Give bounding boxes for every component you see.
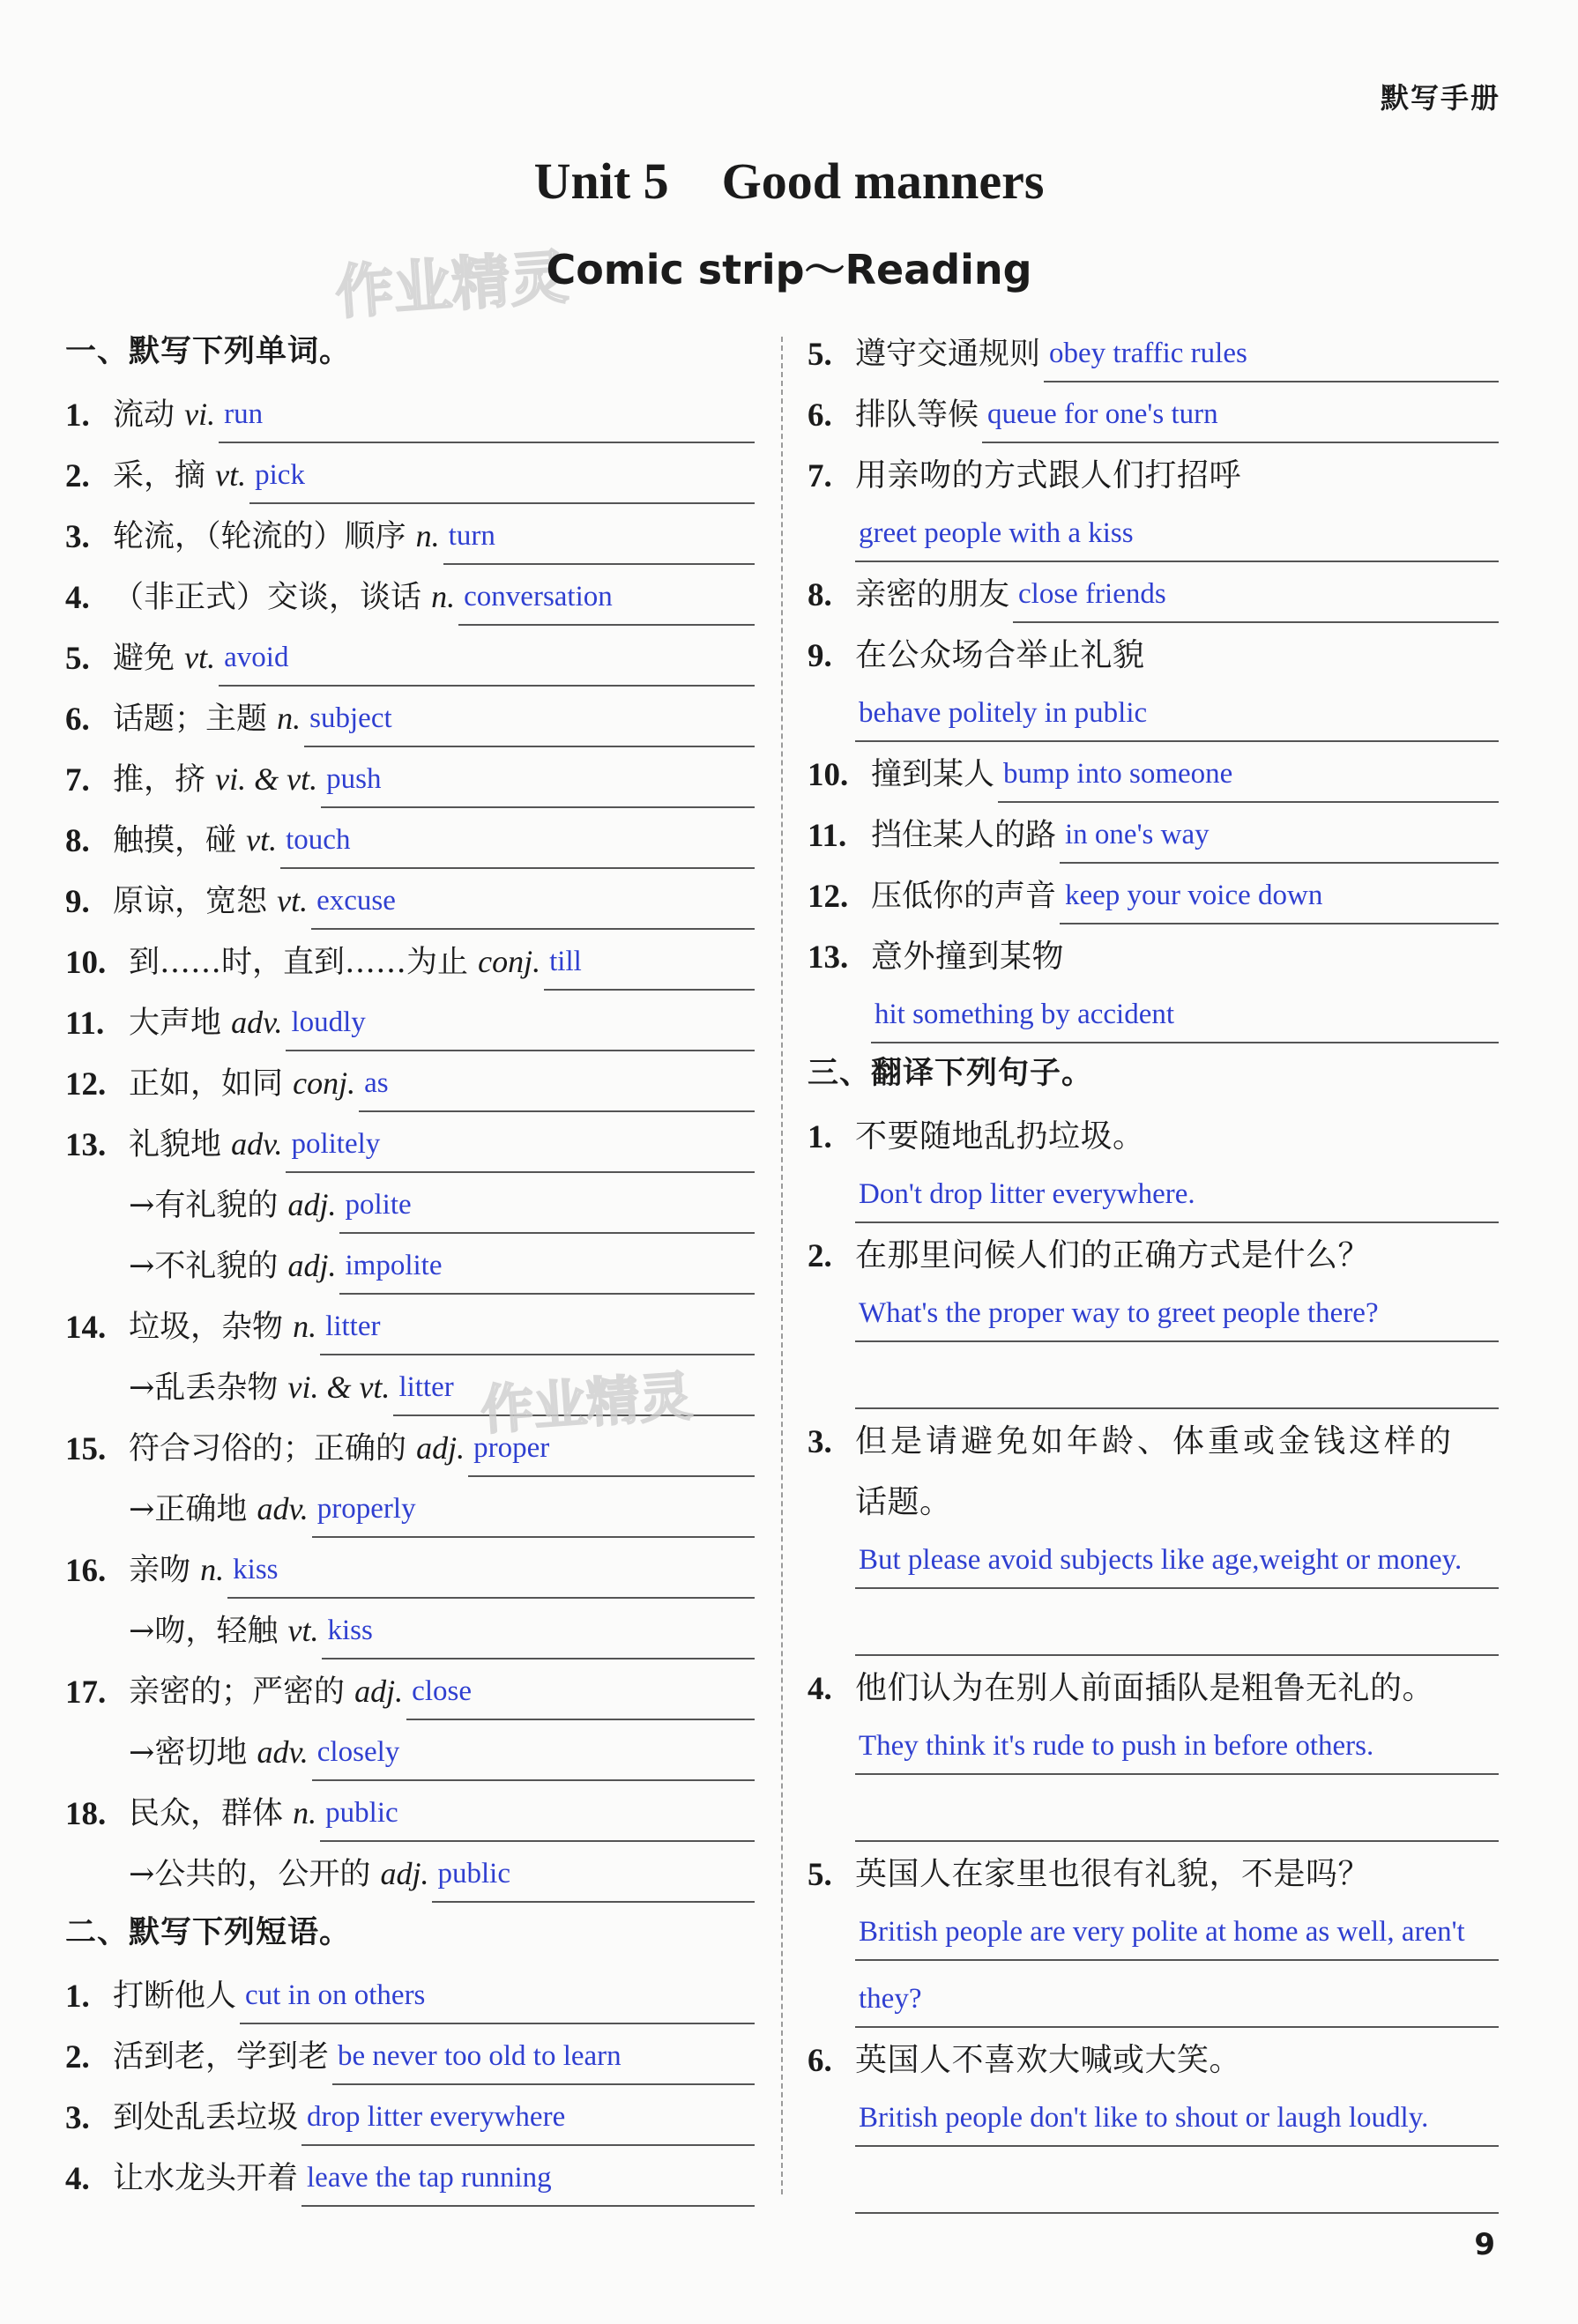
item-prompt	[129, 1303, 316, 1355]
item-number: 6.	[808, 397, 832, 434]
phrase-item	[808, 382, 1499, 443]
item-chinese: 英国人不喜欢大喊或大笑。	[855, 2042, 1242, 2078]
answer-text: run	[224, 398, 264, 430]
answer-blank[interactable]	[359, 1058, 755, 1112]
item-number: 12.	[65, 1066, 107, 1103]
item-number: 5.	[808, 337, 832, 373]
answer-text: impolite	[345, 1250, 443, 1281]
answer-text: close friends	[1018, 578, 1166, 610]
item-prompt	[129, 1850, 428, 1903]
item-prompt	[129, 1242, 336, 1295]
phrase-item	[65, 2024, 755, 2085]
item-chinese: 话题。	[855, 1484, 952, 1520]
item-prompt	[129, 1059, 355, 1112]
item-number: 7.	[808, 458, 832, 494]
word-list	[65, 382, 755, 1903]
item-prompt	[129, 1607, 318, 1659]
watermark: 作业精灵	[333, 242, 570, 328]
item-prompt	[113, 390, 215, 443]
item-number: 1.	[65, 397, 90, 434]
page-number: 9	[1474, 2227, 1495, 2262]
answer-text: public	[325, 1797, 398, 1829]
item-chinese: 到处乱丢垃圾	[113, 2100, 299, 2135]
answer-blank[interactable]	[320, 1787, 755, 1842]
item-number: 4.	[65, 580, 90, 616]
section-title-phrases: 二、默写下列短语。	[65, 1915, 352, 1950]
part-of-speech: adv.	[257, 1734, 309, 1770]
answer-text: avoid	[224, 642, 289, 673]
answer-text: But please avoid subjects like age,weight or money.	[859, 1544, 1463, 1576]
answer-text: conversation	[464, 581, 613, 613]
answer-blank[interactable]	[855, 1531, 1499, 1589]
part-of-speech: adj.	[354, 1674, 404, 1709]
word-item	[65, 1477, 755, 1538]
answer-blank[interactable]	[311, 875, 755, 930]
answer-text: leave the tap running	[307, 2162, 552, 2194]
answer-blank[interactable]	[855, 1717, 1499, 1775]
item-chinese: 采，摘	[113, 458, 206, 494]
answer-blank-extra[interactable]	[855, 1342, 1499, 1409]
item-prompt	[129, 1667, 403, 1720]
item-number: 3.	[65, 2100, 90, 2136]
item-chinese: （非正式）交谈，谈话	[113, 580, 422, 615]
answer-text: touch	[286, 824, 351, 856]
answer-blank[interactable]	[286, 1118, 755, 1173]
item-number: 6.	[65, 702, 90, 738]
phrase-item	[808, 443, 1499, 504]
answer-blank[interactable]	[280, 814, 755, 869]
word-item	[65, 1842, 755, 1903]
item-prompt	[113, 634, 215, 687]
word-item	[65, 1234, 755, 1295]
item-chinese: 让水龙头开着	[113, 2161, 299, 2196]
word-item	[65, 1112, 755, 1173]
word-item	[65, 626, 755, 687]
answer-blank[interactable]	[855, 2089, 1499, 2147]
item-prompt	[129, 999, 282, 1051]
answer-text: proper	[473, 1432, 550, 1464]
item-number: 2.	[65, 2039, 90, 2075]
item-number: 15.	[65, 1431, 107, 1467]
item-chinese: 压低你的声音	[871, 879, 1057, 914]
answer-blank[interactable]	[301, 2152, 755, 2207]
answer-text: be never too old to learn	[338, 2040, 622, 2072]
word-item	[65, 687, 755, 747]
item-number: 12.	[808, 879, 849, 915]
item-prompt	[129, 1789, 316, 1842]
part-of-speech: adj.	[287, 1248, 337, 1283]
part-of-speech: n.	[200, 1552, 225, 1587]
part-of-speech: vt.	[277, 883, 309, 918]
answer-text: behave politely in public	[859, 697, 1148, 729]
answer-blank[interactable]	[304, 693, 755, 747]
answer-blank[interactable]	[312, 1726, 755, 1781]
item-prompt	[113, 573, 455, 626]
item-chinese: →乱丢杂物	[129, 1370, 279, 1406]
answer-text: pick	[255, 459, 305, 491]
item-prompt	[129, 1728, 309, 1781]
item-chinese: 在公众场合举止礼貌	[855, 637, 1145, 673]
item-chinese: 用亲吻的方式跟人们打招呼	[855, 457, 1242, 494]
part-of-speech: adj.	[416, 1430, 465, 1466]
item-chinese: →吻，轻触	[129, 1614, 279, 1649]
item-chinese: 触摸，碰	[113, 823, 237, 858]
item-chinese: 话题；主题	[113, 702, 268, 737]
answer-blank[interactable]	[286, 997, 755, 1051]
phrase-item	[808, 742, 1499, 803]
answer-blank[interactable]	[855, 1284, 1499, 1342]
answer-text: British people don't like to shout or laugh loudly.	[859, 2102, 1429, 2134]
answer-blank[interactable]	[855, 1961, 1499, 2028]
item-number: 1.	[65, 1979, 90, 2015]
answer-text: cut in on others	[245, 1979, 426, 2011]
item-prompt	[129, 938, 540, 991]
answer-text: kiss	[233, 1554, 279, 1585]
answer-text: loudly	[291, 1006, 366, 1038]
answer-text: excuse	[316, 885, 396, 917]
word-item	[65, 1720, 755, 1781]
section-title-sentences: 三、翻译下列句子。	[808, 1056, 1094, 1091]
answer-text: drop litter everywhere	[307, 2101, 566, 2133]
answer-blank[interactable]	[982, 389, 1499, 443]
item-number: 3.	[808, 1424, 832, 1460]
answer-blank[interactable]	[320, 1301, 755, 1355]
item-chinese: 流动	[113, 397, 175, 433]
item-number: 10.	[808, 757, 849, 793]
item-chinese: 亲密的朋友	[855, 577, 1010, 613]
answer-text: push	[326, 763, 382, 795]
item-chinese: 轮流，（轮流的）顺序	[113, 519, 406, 554]
part-of-speech: vt.	[246, 822, 278, 858]
answer-blank[interactable]	[406, 1666, 755, 1720]
part-of-speech: adj.	[380, 1856, 429, 1891]
answer-text: till	[549, 946, 582, 977]
answer-blank[interactable]	[1013, 568, 1499, 623]
answer-blank[interactable]	[1044, 328, 1499, 382]
word-item	[65, 1599, 755, 1659]
answer-text: public	[437, 1858, 510, 1890]
item-prompt	[113, 755, 317, 808]
answer-text: bump into someone	[1003, 758, 1233, 790]
phrase-list-right	[808, 322, 1499, 1043]
word-item	[65, 930, 755, 991]
item-chinese: →正确地	[129, 1492, 248, 1527]
phrase-item	[808, 924, 1499, 985]
part-of-speech: vt.	[287, 1613, 319, 1648]
answer-blank[interactable]	[219, 632, 755, 687]
item-chinese: 亲吻	[129, 1553, 191, 1588]
answer-text: greet people with a kiss	[859, 517, 1134, 549]
answer-blank[interactable]	[322, 1605, 755, 1659]
item-chinese: 原谅，宽恕	[113, 884, 268, 919]
item-chinese: 打断他人	[113, 1979, 237, 2014]
item-number: 13.	[808, 939, 849, 976]
part-of-speech: conj.	[293, 1065, 356, 1101]
item-chinese: 挡住某人的路	[871, 818, 1057, 853]
part-of-speech: adv.	[231, 1005, 283, 1040]
item-number: 9.	[65, 884, 90, 920]
word-item	[65, 808, 755, 869]
item-number: 14.	[65, 1310, 107, 1346]
sentence-item	[808, 1656, 1499, 1717]
answer-text: subject	[309, 702, 392, 734]
part-of-speech: adj.	[287, 1187, 337, 1222]
sentence-item	[808, 1842, 1499, 1903]
item-chinese: 英国人在家里也很有礼貌，不是吗？	[855, 1856, 1371, 1892]
answer-blank[interactable]	[443, 510, 755, 565]
item-number: 9.	[808, 638, 832, 674]
answer-blank[interactable]	[227, 1544, 755, 1599]
item-number: 4.	[65, 2161, 90, 2197]
phrase-item	[65, 1964, 755, 2024]
answer-text: politely	[291, 1128, 381, 1160]
answer-blank[interactable]	[432, 1848, 755, 1903]
part-of-speech: n.	[293, 1795, 317, 1830]
item-chinese: 但是请避免如年龄、体重或金钱这样的	[855, 1423, 1455, 1459]
item-number: 13.	[65, 1127, 107, 1163]
item-chinese: →有礼貌的	[129, 1188, 279, 1223]
part-of-speech: vi.	[184, 397, 216, 432]
word-item	[65, 1781, 755, 1842]
word-item	[65, 747, 755, 808]
item-chinese: →密切地	[129, 1735, 248, 1771]
sentence-item	[808, 1223, 1499, 1284]
answer-text: queue for one's turn	[987, 398, 1218, 430]
item-number: 8.	[808, 577, 832, 613]
part-of-speech: n.	[415, 518, 440, 553]
phrase-item	[65, 2146, 755, 2207]
word-item	[65, 869, 755, 930]
item-number: 5.	[65, 641, 90, 677]
item-number: 7.	[65, 762, 90, 798]
answer-text: as	[364, 1067, 389, 1099]
answer-blank[interactable]	[339, 1179, 755, 1234]
item-chinese: 正如，如同	[129, 1066, 284, 1102]
item-chinese: 符合习俗的；正确的	[129, 1431, 407, 1466]
part-of-speech: vi. & vt.	[287, 1370, 391, 1405]
answer-blank[interactable]	[544, 936, 755, 991]
item-number: 11.	[65, 1006, 105, 1042]
word-item	[65, 1295, 755, 1355]
item-number: 6.	[808, 2043, 832, 2079]
word-item	[65, 1173, 755, 1234]
item-chinese: 遵守交通规则	[855, 337, 1041, 372]
answer-text: hit something by accident	[875, 999, 1175, 1030]
item-number: 8.	[65, 823, 90, 859]
item-chinese: 他们认为在别人前面插队是粗鲁无礼的。	[855, 1670, 1435, 1706]
answer-blank-extra[interactable]	[855, 2147, 1499, 2214]
answer-text: in one's way	[1065, 819, 1210, 850]
item-prompt	[129, 1181, 336, 1234]
answer-blank-extra[interactable]	[855, 1775, 1499, 1842]
item-chinese: 礼貌地	[129, 1127, 222, 1162]
answer-blank[interactable]	[871, 985, 1499, 1043]
answer-text: They think it's rude to push in before others.	[859, 1730, 1374, 1762]
answer-text: What's the proper way to greet people there?	[859, 1297, 1379, 1329]
item-prompt	[129, 1424, 465, 1477]
answer-text: Don't drop litter everywhere.	[859, 1178, 1195, 1210]
item-chinese: 不要随地乱扔垃圾。	[855, 1118, 1145, 1155]
column-divider	[781, 337, 783, 2194]
item-chinese: 亲密的；严密的	[129, 1674, 346, 1710]
answer-text: British people are very polite at home as well, aren't	[859, 1916, 1465, 1948]
answer-blank-extra[interactable]	[855, 1589, 1499, 1656]
unit-name: Good manners	[721, 152, 1045, 210]
answer-text: closely	[316, 1736, 400, 1768]
right-column	[808, 322, 1499, 2214]
sentence-item	[808, 1104, 1499, 1165]
section-title-words: 一、默写下列单词。	[65, 334, 352, 369]
part-of-speech: n.	[431, 579, 456, 614]
sentence-item	[808, 2028, 1499, 2089]
phrase-item	[808, 623, 1499, 684]
item-chinese: →不礼貌的	[129, 1249, 279, 1284]
answer-blank[interactable]	[321, 754, 755, 808]
item-number: 4.	[808, 1671, 832, 1707]
word-item	[65, 504, 755, 565]
answer-blank[interactable]	[249, 449, 755, 504]
answer-blank[interactable]	[332, 2031, 755, 2085]
item-chinese: 大声地	[129, 1006, 222, 1041]
word-item	[65, 565, 755, 626]
header-label: 默写手册	[1380, 81, 1500, 115]
word-item	[65, 382, 755, 443]
item-number: 1.	[808, 1119, 832, 1155]
item-prompt	[113, 877, 308, 930]
phrase-item	[65, 2085, 755, 2146]
answer-text: they?	[859, 1983, 922, 2015]
item-chinese: 民众，群体	[129, 1796, 284, 1831]
watermark: 作业精灵	[479, 1365, 695, 1443]
unit-number: Unit 5	[533, 152, 669, 210]
part-of-speech: n.	[277, 701, 301, 736]
answer-blank[interactable]	[240, 1970, 755, 2024]
part-of-speech: vi. & vt.	[215, 761, 318, 797]
answer-text: kiss	[327, 1615, 373, 1646]
word-item	[65, 443, 755, 504]
word-item	[65, 1051, 755, 1112]
answer-blank[interactable]	[339, 1240, 755, 1295]
item-number: 16.	[65, 1553, 107, 1589]
item-number: 11.	[808, 818, 847, 854]
part-of-speech: vt.	[215, 457, 247, 493]
part-of-speech: n.	[293, 1309, 317, 1344]
phrase-item	[808, 322, 1499, 382]
answer-blank[interactable]	[855, 1903, 1499, 1961]
answer-text: turn	[448, 520, 495, 552]
word-item	[65, 991, 755, 1051]
sentence-item	[808, 1409, 1499, 1470]
page-subtitle: Comic strip～Reading	[546, 246, 1032, 293]
answer-text: litter	[398, 1371, 454, 1403]
answer-text: keep your voice down	[1065, 880, 1323, 911]
item-prompt	[113, 512, 440, 565]
phrase-item	[808, 864, 1499, 924]
item-chinese: 活到老，学到老	[113, 2039, 330, 2075]
answer-blank[interactable]	[1060, 870, 1499, 924]
item-prompt	[129, 1485, 309, 1538]
item-chinese: 避免	[113, 641, 175, 676]
item-prompt	[129, 1120, 282, 1173]
phrase-item	[808, 562, 1499, 623]
item-chinese: 推，挤	[113, 762, 206, 798]
word-item	[65, 1538, 755, 1599]
item-number: 10.	[65, 945, 107, 981]
answer-blank[interactable]	[855, 684, 1499, 742]
item-prompt	[129, 1546, 224, 1599]
answer-blank[interactable]	[855, 504, 1499, 562]
phrase-item	[808, 803, 1499, 864]
item-number: 3.	[65, 519, 90, 555]
page-title	[0, 152, 1578, 211]
word-item	[65, 1659, 755, 1720]
phrase-list-left	[65, 1964, 755, 2207]
part-of-speech: adv.	[257, 1491, 309, 1526]
answer-blank[interactable]	[998, 748, 1499, 803]
item-number: 2.	[808, 1238, 832, 1274]
item-prompt	[129, 1363, 390, 1416]
item-chinese: 意外撞到某物	[871, 939, 1065, 975]
item-number: 17.	[65, 1674, 107, 1711]
item-chinese: 撞到某人	[871, 757, 995, 792]
answer-blank[interactable]	[219, 389, 755, 443]
item-chinese: 到……时，直到……为止	[129, 945, 469, 980]
item-chinese: 在那里问候人们的正确方式是什么？	[855, 1237, 1371, 1273]
answer-text: polite	[345, 1189, 412, 1221]
sentence-item-continued	[808, 1470, 1499, 1531]
item-number: 5.	[808, 1857, 832, 1893]
item-chinese: 垃圾，杂物	[129, 1310, 284, 1345]
item-chinese: →公共的，公开的	[129, 1857, 371, 1892]
answer-blank[interactable]	[312, 1483, 755, 1538]
item-chinese: 排队等候	[855, 397, 979, 433]
answer-text: properly	[316, 1493, 416, 1525]
answer-text: close	[412, 1675, 472, 1707]
answer-blank[interactable]	[301, 2091, 755, 2146]
answer-blank[interactable]	[855, 1165, 1499, 1223]
item-prompt	[113, 816, 277, 869]
answer-blank[interactable]	[1060, 809, 1499, 864]
part-of-speech: conj.	[478, 944, 541, 979]
part-of-speech: vt.	[184, 640, 216, 675]
sentence-list	[808, 1104, 1499, 2214]
answer-blank[interactable]	[458, 571, 755, 626]
left-column	[65, 322, 755, 2207]
item-prompt	[113, 694, 301, 747]
answer-text: litter	[325, 1310, 381, 1342]
part-of-speech: adv.	[231, 1126, 283, 1162]
item-number: 18.	[65, 1796, 107, 1832]
answer-text: obey traffic rules	[1049, 338, 1247, 369]
item-number: 2.	[65, 458, 90, 494]
item-prompt	[113, 451, 246, 504]
